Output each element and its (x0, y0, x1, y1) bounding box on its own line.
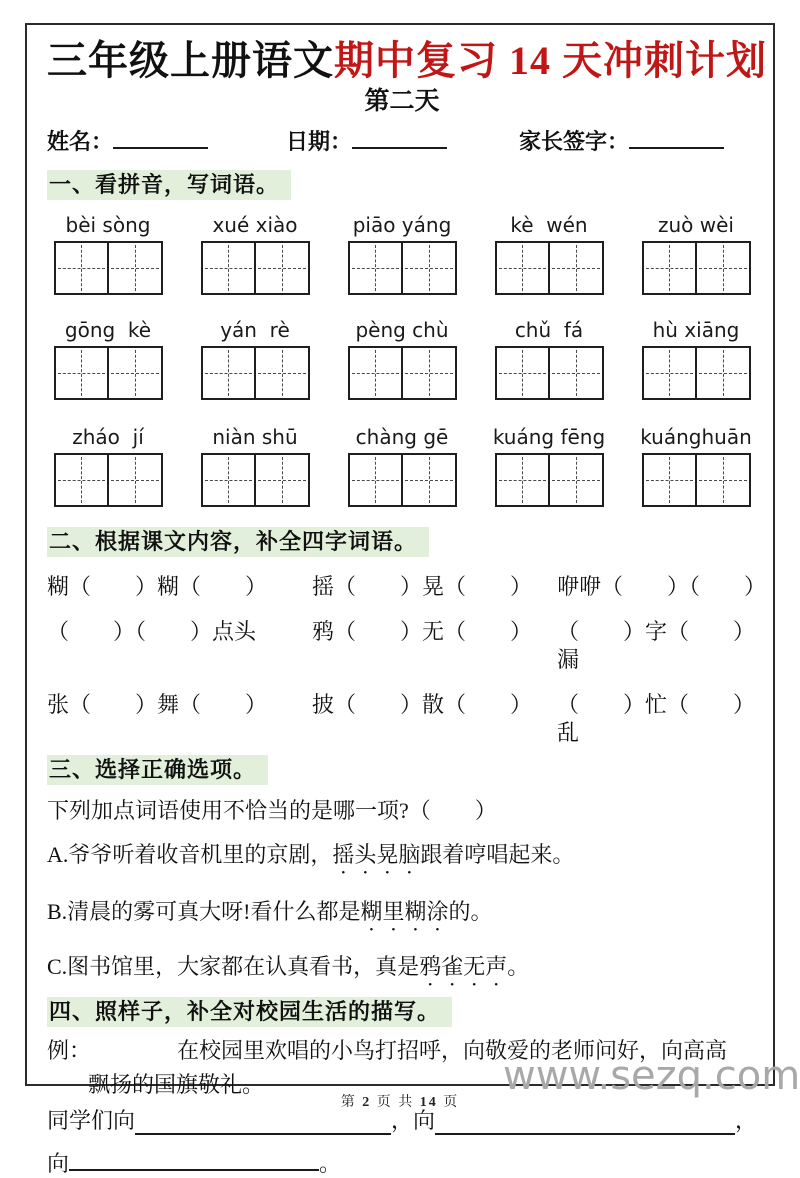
grid-cell (203, 348, 255, 398)
writing-grid (201, 241, 310, 295)
date-label: 日期： (286, 129, 353, 154)
pinyin-label: pèng chù (355, 318, 449, 342)
example-line-2: 飘扬的国旗敬礼。 (88, 1072, 265, 1097)
writing-grid (642, 241, 751, 295)
writing-grid (642, 453, 751, 507)
option-b-post: 的。 (448, 899, 493, 924)
pinyin-label: hù xiāng (652, 318, 740, 342)
grid-cell (107, 243, 161, 293)
grid-cell (350, 348, 402, 398)
example-text-1: 在校园里欢唱的小鸟打招呼，向敬爱的老师问好，向高高 (177, 1038, 728, 1063)
footer-total-pages: 14 (419, 1095, 438, 1110)
footer-text: 页 共 (371, 1095, 420, 1110)
title-red-segment: 期中复习 14 天冲刺计划 (334, 38, 767, 83)
answer-blank-1 (135, 1111, 391, 1135)
signature-blank (629, 127, 724, 149)
pinyin-word-group (194, 426, 316, 507)
pinyin-label: zuò wèi (658, 213, 734, 237)
option-b (47, 898, 757, 936)
grid-cell (56, 243, 108, 293)
pinyin-word-group (341, 214, 463, 295)
writing-grid (495, 346, 604, 400)
pinyin-label: kuánghuān (640, 425, 752, 449)
idiom-fill-item: 张（ ）舞（ ） (47, 692, 268, 717)
grid-cell (401, 348, 455, 398)
writing-grid (495, 241, 604, 295)
grid-cell (203, 455, 255, 505)
grid-cell (254, 455, 308, 505)
idiom-fill-item: 摇（ ）晃（ ） (312, 574, 533, 599)
writing-grid (495, 453, 604, 507)
option-a (47, 841, 757, 879)
example-label: 例： (47, 1038, 92, 1063)
grid-cell (695, 243, 749, 293)
grid-cell (401, 455, 455, 505)
writing-grid (201, 453, 310, 507)
signature-label: 家长签字： (519, 129, 630, 154)
section-2-heading: 二、根据课文内容，补全四字词语。 (47, 527, 429, 557)
pinyin-word-group (635, 426, 757, 507)
answer-line-1-mid: ，向 (391, 1108, 436, 1133)
grid-cell (254, 348, 308, 398)
pinyin-row-2 (47, 319, 757, 400)
option-b-emphasized: 糊里糊涂 (360, 899, 449, 924)
pinyin-row-1 (47, 214, 757, 295)
grid-cell (107, 455, 161, 505)
grid-cell (548, 243, 602, 293)
grid-cell (497, 455, 549, 505)
writing-grid (54, 241, 163, 295)
pinyin-word-group (488, 426, 610, 507)
grid-cell (548, 455, 602, 505)
section-3-heading: 三、选择正确选项。 (47, 755, 268, 785)
answer-line-1-comma: ， (734, 1108, 757, 1133)
grid-cell (107, 348, 161, 398)
pinyin-label: gōng kè (64, 318, 152, 342)
pinyin-word-group (194, 214, 316, 295)
pinyin-word-group (47, 214, 169, 295)
writing-grid (348, 453, 457, 507)
option-c-post: 。 (507, 954, 530, 979)
grid-cell (401, 243, 455, 293)
writing-grid (201, 346, 310, 400)
pinyin-word-group (47, 426, 169, 507)
footer-text: 页 (437, 1095, 460, 1110)
section-1-heading: 一、看拼音，写词语。 (47, 170, 291, 200)
idiom-fill-row-2 (47, 618, 757, 674)
writing-grid (54, 453, 163, 507)
pinyin-label: xué xiào (212, 213, 298, 237)
answer-line-2-period: 。 (319, 1151, 342, 1176)
choice-question: 下列加点词语使用不恰当的是哪一项?（ ） (47, 798, 497, 823)
pinyin-word-group (194, 319, 316, 400)
pinyin-word-group (635, 214, 757, 295)
option-c (47, 953, 757, 991)
watermark: www.sezq.com (503, 1053, 800, 1099)
grid-cell (56, 348, 108, 398)
option-b-pre: B.清晨的雾可真大呀!看什么都是 (47, 899, 361, 924)
footer-page-number: 2 (362, 1095, 372, 1110)
pinyin-word-group (488, 319, 610, 400)
name-field (47, 127, 208, 156)
grid-cell (350, 455, 402, 505)
idiom-fill-row-1 (47, 573, 767, 601)
pinyin-word-group (488, 214, 610, 295)
grid-cell (548, 348, 602, 398)
grid-cell (497, 348, 549, 398)
grid-cell (644, 348, 696, 398)
info-fields-row (47, 127, 757, 156)
title-black-segment: 三年级上册语文 (47, 38, 334, 83)
idiom-fill-item: （ ）字（ ）漏 (557, 619, 756, 672)
option-c-pre: C.图书馆里，大家都在认真看书，真是 (47, 954, 420, 979)
writing-grid (54, 346, 163, 400)
writing-grid (642, 346, 751, 400)
pinyin-label: piāo yáng (352, 213, 452, 237)
grid-cell (644, 455, 696, 505)
name-blank (113, 127, 208, 149)
idiom-fill-item: 鸦（ ）无（ ） (312, 619, 533, 644)
idiom-fill-item: 披（ ）散（ ） (312, 692, 533, 717)
grid-cell (254, 243, 308, 293)
idiom-fill-item: 咿咿（ ）（ ） (557, 574, 767, 599)
grid-cell (497, 243, 549, 293)
grid-cell (203, 243, 255, 293)
option-a-post: 跟着哼唱起来。 (420, 842, 575, 867)
idiom-fill-item: 糊（ ）糊（ ） (47, 574, 268, 599)
pinyin-label: chàng gē (355, 425, 449, 449)
grid-cell (644, 243, 696, 293)
section-4-heading: 四、照样子，补全对校园生活的描写。 (47, 997, 452, 1027)
pinyin-label: zháo jí (72, 425, 144, 449)
writing-grid (348, 241, 457, 295)
pinyin-word-group (635, 319, 757, 400)
pinyin-label: kè wén (510, 213, 588, 237)
answer-line-2-start: 向 (47, 1151, 70, 1176)
idiom-fill-item: （ ）忙（ ）乱 (557, 692, 756, 745)
grid-cell (695, 348, 749, 398)
option-c-emphasized: 鸦雀无声 (419, 954, 508, 979)
answer-blank-3 (69, 1147, 319, 1171)
answer-line-2 (47, 1147, 757, 1178)
pinyin-word-group (47, 319, 169, 400)
pinyin-label: kuáng fēng (492, 425, 606, 449)
idiom-fill-item: （ ）（ ）点头 (47, 619, 257, 644)
pinyin-label: bèi sòng (65, 213, 151, 237)
name-label: 姓名： (47, 129, 114, 154)
option-a-pre: A.爷爷听着收音机里的京剧， (47, 842, 333, 867)
idiom-fill-row-3 (47, 691, 757, 747)
day-subtitle: 第二天 (364, 88, 440, 115)
worksheet-title (47, 37, 767, 85)
pinyin-word-group (341, 319, 463, 400)
pinyin-label: chǔ fá (514, 318, 584, 342)
pinyin-label: yán rè (220, 318, 290, 342)
writing-grid (348, 346, 457, 400)
pinyin-label: niàn shū (212, 425, 298, 449)
footer-text: 第 (340, 1095, 363, 1110)
date-field (286, 127, 447, 156)
answer-blank-2 (435, 1111, 735, 1135)
answer-line-1-start: 同学们向 (47, 1108, 136, 1133)
grid-cell (695, 455, 749, 505)
option-a-emphasized: 摇头晃脑 (332, 842, 421, 867)
pinyin-word-group (341, 426, 463, 507)
grid-cell (56, 455, 108, 505)
date-blank (352, 127, 447, 149)
signature-field (519, 127, 724, 156)
grid-cell (350, 243, 402, 293)
pinyin-row-3 (47, 426, 757, 507)
